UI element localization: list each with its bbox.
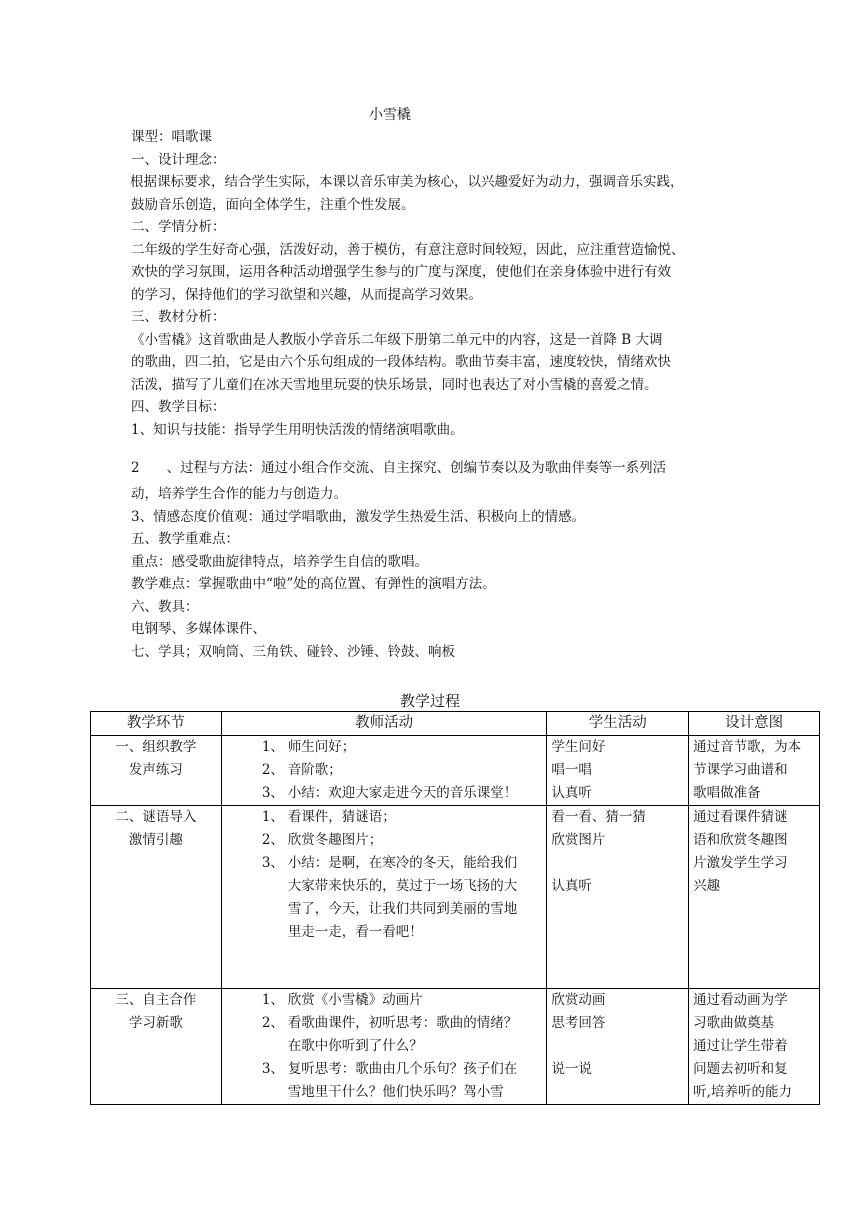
header-intent: 设计意图	[689, 712, 820, 736]
paragraph: 鼓励音乐创造，面向全体学生，注重个性发展。	[131, 196, 415, 213]
header-student: 学生活动	[547, 712, 689, 736]
stage-cell: 三、自主合作 学习新歌	[91, 989, 222, 1105]
paragraph: 根据课标要求，结合学生实际，本课以音乐审美为核心，以兴趣爱好为动力，强调音乐实践，	[130, 174, 684, 190]
teaching-process-table	[90, 711, 820, 1105]
paragraph: 重点：感受歌曲旋律特点，培养学生自信的歌唱。	[131, 553, 428, 570]
teacher-item: 2、 欣赏冬趣图片；	[261, 832, 383, 848]
paragraph: 四、教学目标：	[131, 399, 226, 415]
paragraph: 2 、过程与方法：通过小组合作交流、自主探究、创编节奏以及为歌曲伴奏等一系列活	[131, 460, 667, 476]
teacher-item: 1、 欣赏《小雪橇》动画片	[261, 992, 423, 1008]
paragraph: 一、设计理念：	[131, 151, 226, 168]
paragraph: 电钢琴、多媒体课件、	[131, 621, 266, 637]
stage-cell	[91, 736, 222, 806]
table-row	[91, 989, 820, 1105]
teacher-item: 2、 音阶歌；	[261, 762, 342, 778]
paragraph: 1、知识与技能：指导学生用明快活泼的情绪演唱歌曲。	[131, 421, 464, 438]
table-row	[91, 736, 820, 806]
paragraph: 教学难点：掌握歌曲中“啦”处的高位置、有弹性的演唱方法。	[131, 576, 496, 592]
header-teacher: 教师活动	[221, 712, 547, 736]
teacher-cell	[221, 736, 547, 806]
stage-cell: 二、谜语导入 激情引趣	[91, 806, 222, 989]
teacher-item: 1、 师生问好；	[261, 739, 356, 755]
paragraph: 动，培养学生合作的能力与创造力。	[131, 486, 347, 502]
paragraph: 3、情感态度价值观：通过学唱歌曲，激发学生热爱生活、积极向上的情感。	[131, 508, 586, 525]
paragraph: 二、学情分析：	[131, 219, 226, 235]
table-header-row	[91, 712, 820, 736]
paragraph: 活泼，描写了儿童们在冰天雪地里玩耍的快乐场景，同时也表达了对小雪橇的喜爱之情。	[131, 376, 658, 393]
student-cell: 学生问好 唱一唱 认真听	[547, 736, 689, 806]
intent-cell: 通过看动画为学 习歌曲做奠基 通过让学生带着 问题去初听和复 听,培养听的能力	[689, 989, 820, 1105]
paragraph: 五、教学重难点：	[131, 531, 239, 547]
paragraph: 二年级的学生好奇心强，活泼好动，善于模仿，有意注意时间较短，因此，应注重营造愉悦、	[131, 241, 685, 258]
paragraph: 的歌曲，四二拍，它是由六个乐句组成的一段体结构。歌曲节奏丰富，速度较快，情绪欢快	[131, 354, 671, 370]
document-body	[131, 126, 736, 663]
paragraph: 七、学具；双响筒、三角铁、碰铃、沙锤、铃鼓、响板	[131, 643, 455, 660]
stage-line: 发声练习	[128, 762, 183, 778]
intent-cell: 通过看课件猜谜 语和欣赏冬趣图 片激发学生学习 兴趣	[689, 806, 820, 989]
intent-cell: 通过音节歌，为本 节课学习曲谱和 歌唱做准备	[689, 736, 820, 806]
header-stage: 教学环节	[91, 712, 222, 736]
paragraph: 六、教具：	[131, 598, 199, 615]
stage-line: 一、组织教学	[115, 739, 197, 755]
paragraph: 的学习，保持他们的学习欲望和兴趣，从而提高学习效果。	[131, 286, 482, 303]
paragraph: 《小雪橇》这首歌曲是人教版小学音乐二年级下册第二单元中的内容，这是一首降 B 大调	[131, 331, 663, 348]
teacher-item: 1、 看课件，猜谜语；	[261, 809, 396, 825]
document-title: 小雪橇	[369, 107, 411, 123]
teacher-cell	[221, 989, 547, 1105]
teacher-item: 3、 小结：是啊，在寒冷的冬天，能给我们 大家带来快乐的，莫过于一场飞扬的大 雪了，今天，让我们共同到美丽的雪地 里走一走，看一看吧！	[261, 855, 518, 940]
teacher-cell	[221, 806, 547, 989]
paragraph: 三、教材分析：	[131, 309, 226, 325]
paragraph: 课型：唱歌课	[131, 129, 212, 145]
process-title: 教学过程	[399, 692, 460, 710]
student-cell: 欣赏动画 思考回答 说一说	[547, 989, 689, 1105]
teacher-item: 3、 小结：欢迎大家走进今天的音乐课堂！	[261, 785, 518, 801]
teacher-item: 2、 看歌曲课件，初听思考：歌曲的情绪？ 在歌中你听到了什么？	[261, 1015, 518, 1054]
table-row	[91, 806, 820, 989]
student-cell: 看一看、猜一猜 欣赏图片 认真听	[547, 806, 689, 989]
paragraph: 欢快的学习氛围，运用各种活动增强学生参与的广度与深度，使他们在亲身体验中进行有效	[131, 264, 671, 280]
teacher-item: 3、 复听思考：歌曲由几个乐句？孩子们在 雪地里干什么？他们快乐吗？驾小雪	[261, 1061, 518, 1100]
